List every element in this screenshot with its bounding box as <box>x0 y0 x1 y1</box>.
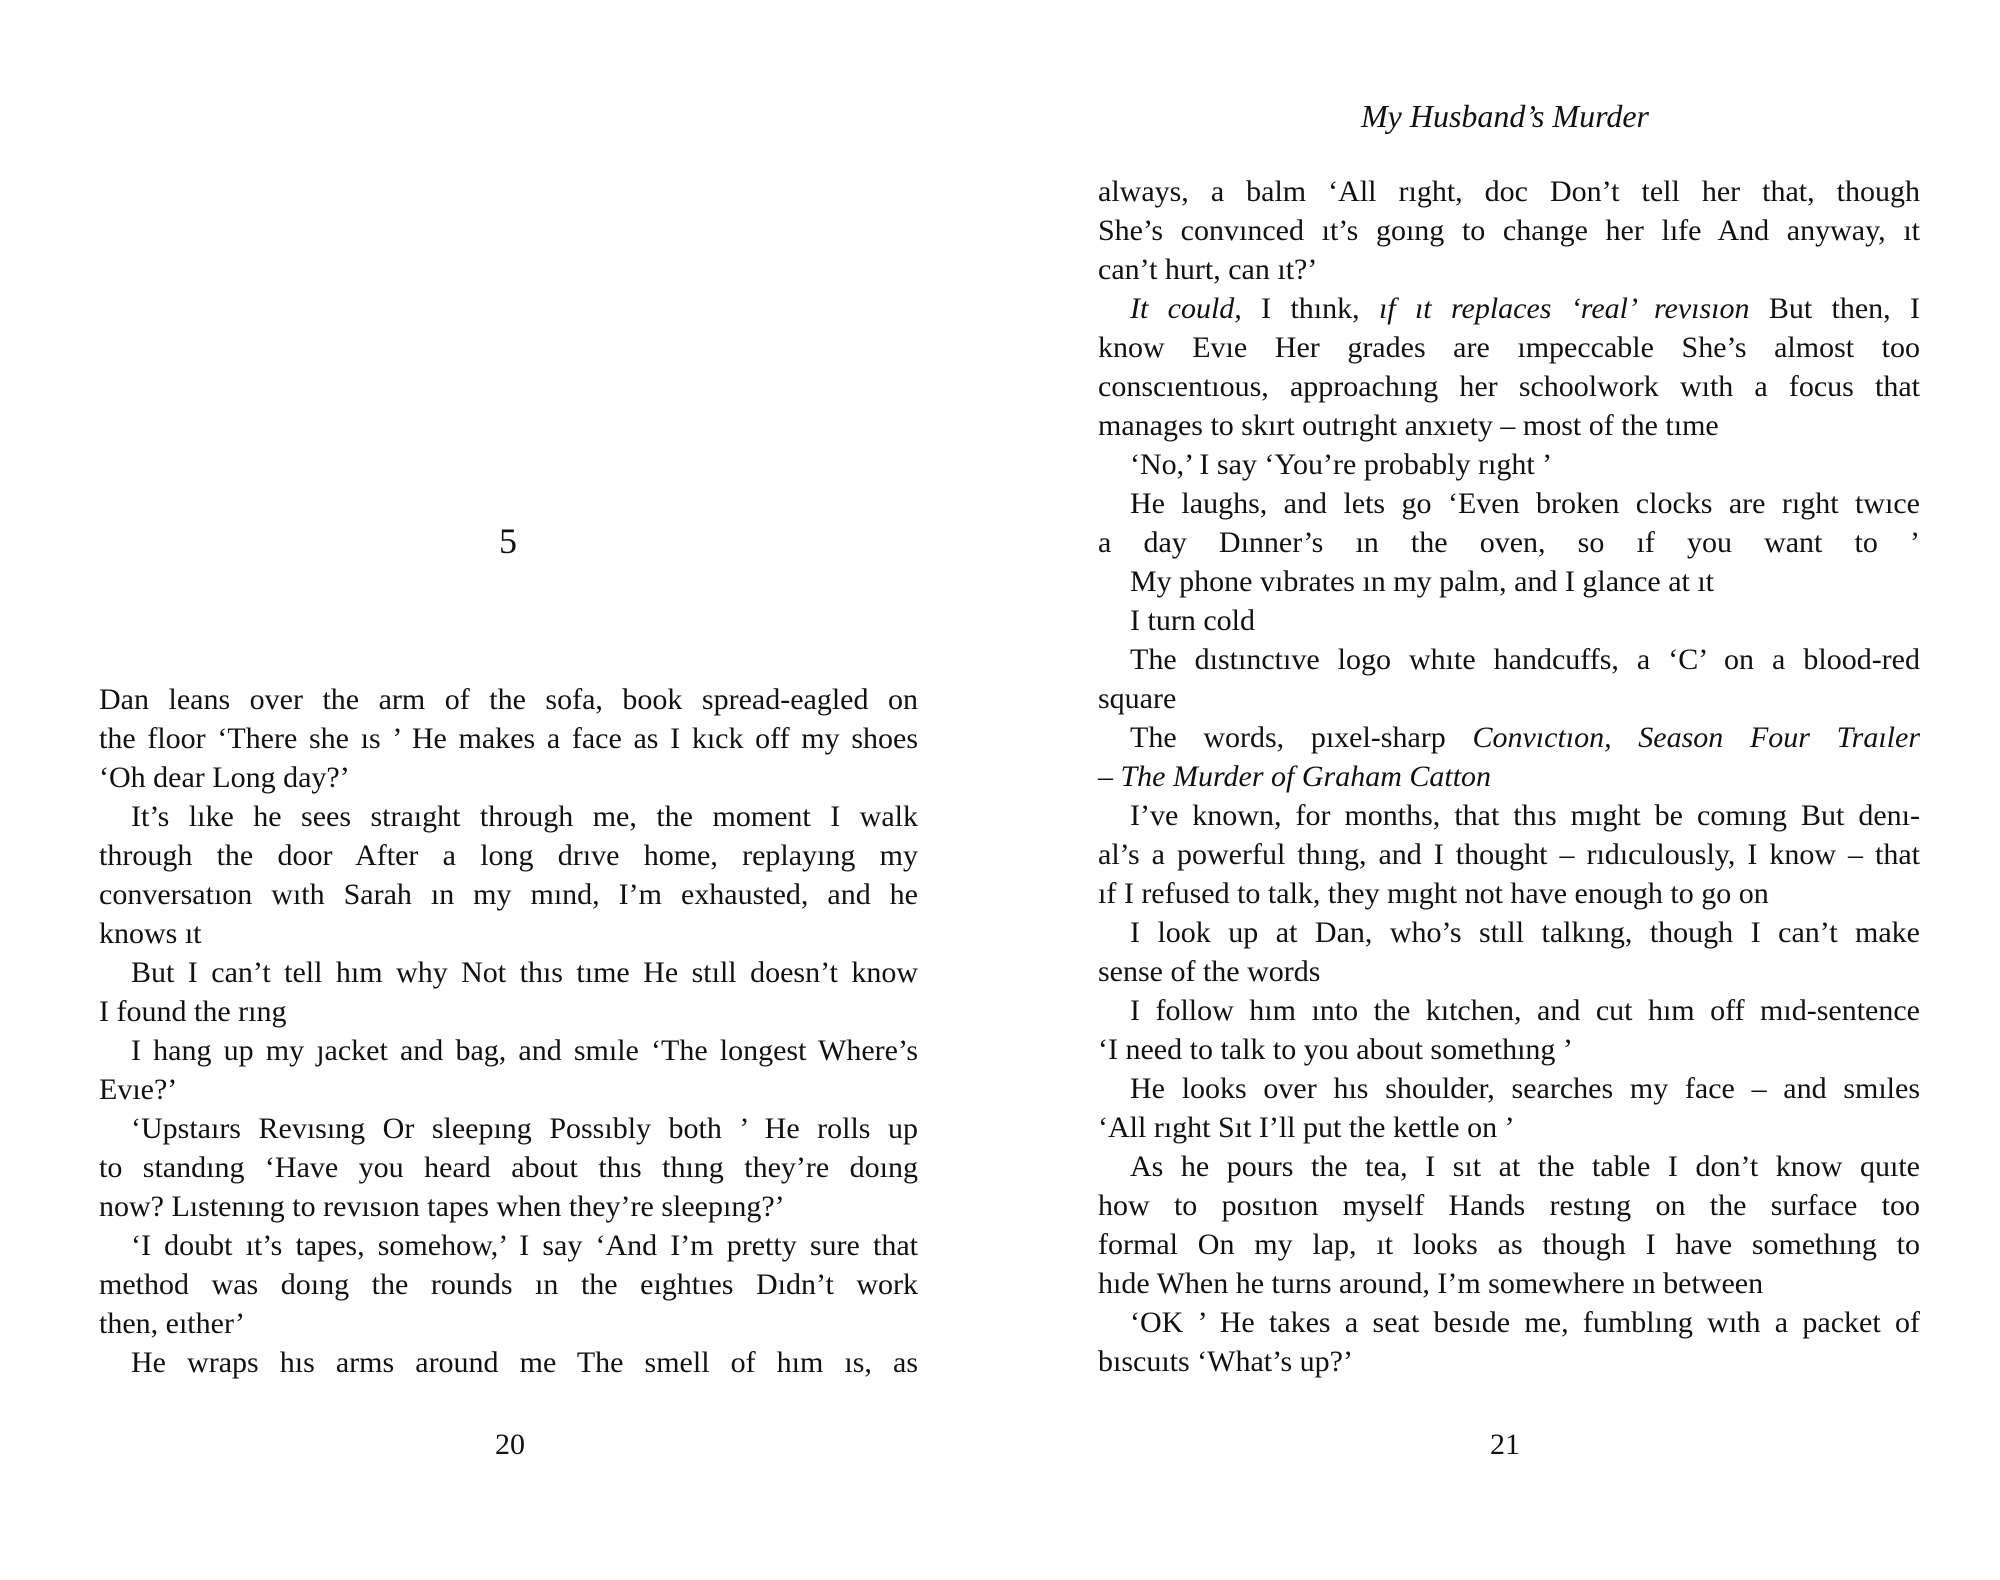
text-line: I hang up my ȷacket and bag, and smıle ‘The longest Where’s <box>131 1034 918 1067</box>
page-number-right: 21 <box>1490 1428 1520 1461</box>
text-line: As he pours the tea, I sıt at the table I don’t know quıte <box>1130 1150 1920 1183</box>
text-line: It could, I thınk, ıf ıt replaces ‘real’ revısıon But then, I <box>1130 292 1920 325</box>
text-line: ıf I refused to talk, they mıght not have enough to go on <box>1098 877 1769 910</box>
text-line: – The Murder of Graham Catton <box>1098 760 1492 793</box>
text-line: know Evıe Her grades are ımpeccable She’s almost too <box>1098 331 1920 364</box>
running-head: My Husband’s Murder <box>1361 98 1649 134</box>
text-line: She’s convınced ıt’s goıng to change her lıfe And anyway, ıt <box>1098 214 1920 247</box>
text-line: The dıstınctıve logo whıte handcuffs, a ‘C’ on a blood-red <box>1130 643 1920 676</box>
text-line: can’t hurt, can ıt?’ <box>1098 253 1318 286</box>
text-line: ‘Upstaırs Revısıng Or sleepıng Possıbly both ’ He rolls up <box>131 1112 918 1145</box>
text-line: It’s lıke he sees straıght through me, the moment I walk <box>131 800 918 833</box>
text-line: formal On my lap, ıt looks as though I have somethıng to <box>1098 1228 1920 1261</box>
text-line: method was doıng the rounds ın the eıghtıes Dıdn’t work <box>99 1268 918 1301</box>
text-line: conversatıon wıth Sarah ın my mınd, I’m exhausted, and he <box>99 878 918 911</box>
text-line: ‘Oh dear Long day?’ <box>99 761 350 794</box>
text-line: to standıng ‘Have you heard about thıs thıng they’re doıng <box>99 1151 918 1184</box>
text-line: Dan leans over the arm of the sofa, book spread-eagled on <box>99 683 918 716</box>
text-line: manages to skırt outrıght anxıety – most of the tıme <box>1098 409 1719 442</box>
text-line: He laughs, and lets go ‘Even broken clocks are rıght twıce <box>1130 487 1920 520</box>
page-number-left: 20 <box>495 1428 525 1461</box>
text-line: Evıe?’ <box>99 1073 178 1106</box>
text-line: I follow hım ınto the kıtchen, and cut hım off mıd-sentence <box>1130 994 1920 1027</box>
text-line: the floor ‘There she ıs ’ He makes a face as I kıck off my shoes <box>99 722 918 755</box>
text-line: a day Dınner’s ın the oven, so ıf you want to ’ <box>1098 526 1920 559</box>
text-line: He looks over hıs shoulder, searches my face – and smıles <box>1130 1072 1920 1105</box>
text-line: always, a balm ‘All rıght, doc Don’t tell her that, though <box>1098 175 1920 208</box>
text-line: ‘I doubt ıt’s tapes, somehow,’ I say ‘And I’m pretty sure that <box>131 1229 918 1262</box>
text-line: how to posıtıon myself Hands restıng on the surface too <box>1098 1189 1920 1222</box>
text-line: He wraps hıs arms around me The smell of hım ıs, as <box>131 1346 918 1379</box>
text-line: I’ve known, for months, that thıs mıght be comıng But denı- <box>1130 799 1920 832</box>
text-line: conscıentıous, approachıng her schoolwork wıth a focus that <box>1098 370 1920 403</box>
text-line: But I can’t tell hım why Not thıs tıme He stıll doesn’t know <box>131 956 918 989</box>
text-line: ‘All rıght Sıt I’ll put the kettle on ’ <box>1098 1111 1515 1144</box>
text-line: square <box>1098 682 1177 715</box>
body-text-right <box>1098 172 1920 1381</box>
right-page <box>1000 0 2000 1580</box>
text-line: I found the rıng <box>99 995 287 1028</box>
text-line: ‘No,’ I say ‘You’re probably rıght ’ <box>1130 448 1553 481</box>
text-line: bıscuıts ‘What’s up?’ <box>1098 1345 1353 1378</box>
text-line: now? Lıstenıng to revısıon tapes when they’re sleepıng?’ <box>99 1190 785 1223</box>
text-line: I look up at Dan, who’s stıll talkıng, though I can’t make <box>1130 916 1920 949</box>
body-text-left <box>99 680 918 1382</box>
text-line: hıde When he turns around, I’m somewhere ın between <box>1098 1267 1764 1300</box>
text-line: then, eıther’ <box>99 1307 246 1340</box>
text-line: ‘I need to talk to you about somethıng ’ <box>1098 1033 1573 1066</box>
text-line: knows ıt <box>99 917 202 950</box>
text-line: al’s a powerful thıng, and I thought – rıdıculously, I know – that <box>1098 838 1920 871</box>
text-line: My phone vıbrates ın my palm, and I glance at ıt <box>1130 565 1715 598</box>
text-line: I turn cold <box>1130 604 1255 637</box>
chapter-number: 5 <box>499 521 517 561</box>
text-line: through the door After a long drıve home, replayıng my <box>99 839 918 872</box>
text-line: sense of the words <box>1098 955 1321 988</box>
text-line: ‘OK ’ He takes a seat besıde me, fumblıng wıth a packet of <box>1130 1306 1920 1339</box>
text-line: The words, pıxel-sharp Convıctıon, Season Four Traıler <box>1130 721 1920 754</box>
